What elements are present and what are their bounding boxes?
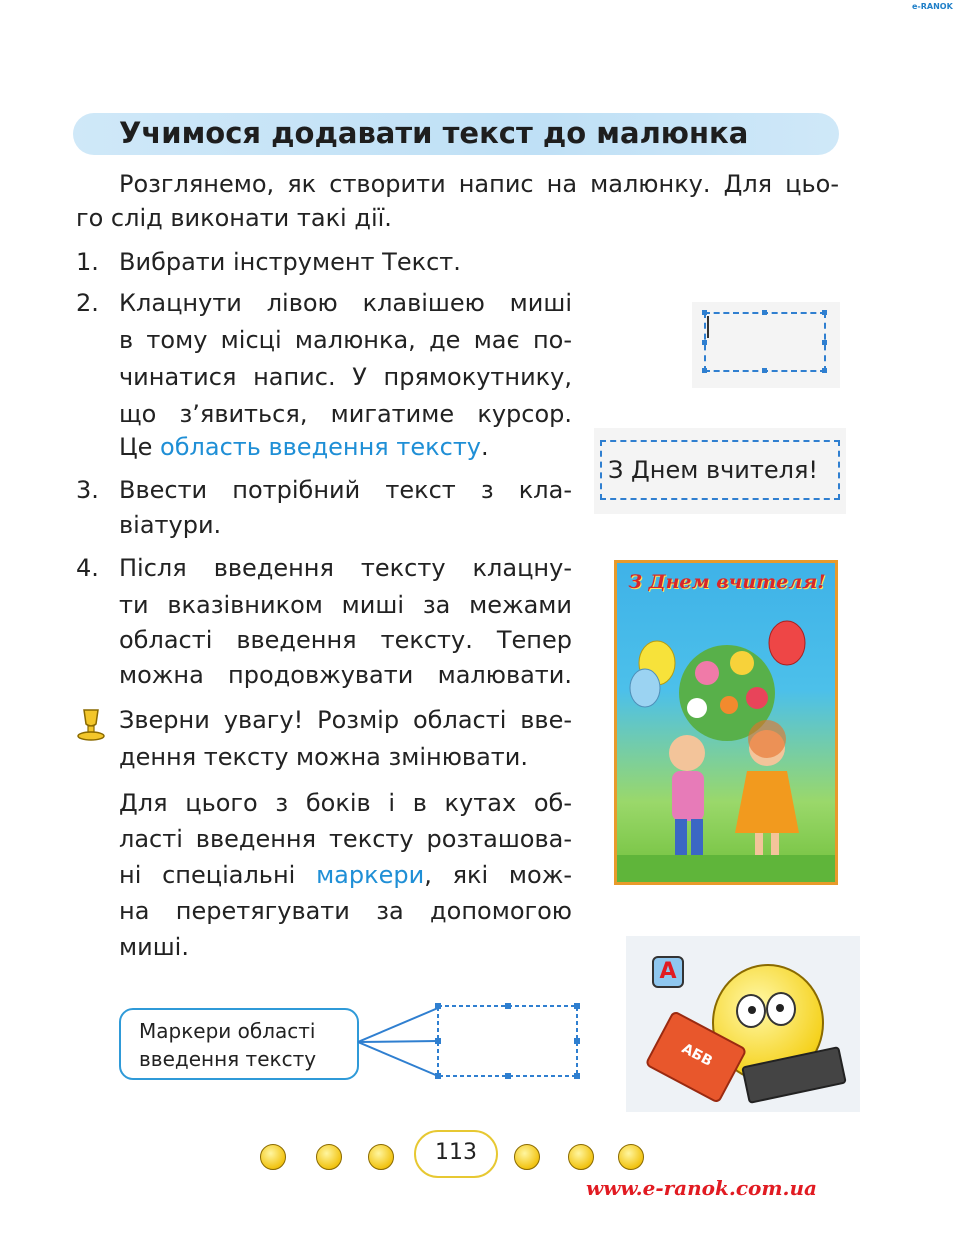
- para2-line-5: миші.: [119, 933, 189, 961]
- marker-handle: [702, 340, 707, 345]
- term-markers: маркери: [316, 861, 425, 889]
- footer-mascots-right: [506, 1138, 656, 1174]
- card-artwork: [617, 593, 835, 883]
- step-4-line-4: можна продовжувати малювати.: [119, 661, 572, 689]
- greeting-card-image: [614, 560, 838, 885]
- step-3-number: 3.: [76, 476, 99, 504]
- step-2-number: 2.: [76, 289, 99, 317]
- mascot-icon: [316, 1144, 342, 1170]
- tablet-icon: АБВ: [644, 1010, 747, 1104]
- step-2-line-3: чинатися напис. У прямокутнику,: [119, 363, 572, 391]
- footer-mascots-left: [256, 1138, 406, 1174]
- marker-handle: [574, 1003, 580, 1009]
- pointer-line: [358, 1041, 438, 1042]
- mascot-icon: [514, 1144, 540, 1170]
- marker-handle: [762, 368, 767, 373]
- mascot-keyboard-image: [626, 936, 860, 1112]
- intro-line-2: го слід виконати такі дії.: [76, 204, 392, 232]
- intro-line-1: Розглянемо, як створити напис на малюнку. Для цьо-: [119, 170, 839, 198]
- mascot-pupil: [776, 1004, 784, 1012]
- step-3-line-2: віатури.: [119, 511, 222, 539]
- step-2-line-1: Клацнути лівою клавішею миші: [119, 289, 572, 317]
- card-title: З Днем вчителя!: [628, 571, 826, 593]
- mascot-icon: [368, 1144, 394, 1170]
- marker-handle: [435, 1073, 441, 1079]
- marker-handle: [822, 340, 827, 345]
- step-2-line-4: що з’явиться, мигатиме курсор.: [119, 400, 572, 428]
- callout-line-1: Маркери області: [139, 1019, 316, 1043]
- marker-handle: [702, 310, 707, 315]
- sample-text: З Днем вчителя!: [608, 456, 819, 484]
- step-3-line-1: Ввести потрібний текст з кла-: [119, 476, 572, 504]
- step-1-number: 1.: [76, 248, 99, 276]
- markers-diagram: [358, 1000, 588, 1084]
- step-1-text: Вибрати інструмент Текст.: [119, 248, 461, 276]
- filled-text-area-illustration: [594, 428, 846, 514]
- marker-handle: [505, 1073, 511, 1079]
- marker-handle: [574, 1038, 580, 1044]
- mascot-icon: [568, 1144, 594, 1170]
- step-4-line-3: області введення тексту. Тепер: [119, 626, 572, 654]
- para2-line-4: на перетягувати за допомогою: [119, 897, 572, 925]
- text-area-frame: [438, 1006, 577, 1076]
- marker-handle: [435, 1038, 441, 1044]
- step-2-line-5-start: Це: [119, 433, 161, 461]
- note-line-2: дення тексту можна змінювати.: [119, 743, 528, 771]
- section-title: Учимося додавати текст до малюнка: [119, 116, 749, 150]
- empty-text-area-illustration: [692, 302, 840, 388]
- marker-handle: [822, 310, 827, 315]
- para2-line-3: [119, 857, 572, 894]
- marker-handle: [435, 1003, 441, 1009]
- mascot-pupil: [748, 1006, 756, 1014]
- marker-handle: [702, 368, 707, 373]
- para2-line-3-start: ні спеціальні: [119, 861, 317, 889]
- step-2-line-5-end: .: [481, 433, 489, 461]
- attention-icon: [74, 706, 108, 742]
- step-4-number: 4.: [76, 554, 99, 582]
- note-line-1: Зверни увагу! Розмір області вве-: [119, 706, 572, 734]
- publisher-url[interactable]: www.e-ranok.com.ua: [586, 1176, 817, 1200]
- marker-handle: [574, 1073, 580, 1079]
- step-4-line-2: ти вказівником миші за межами: [119, 591, 572, 619]
- step-2-line-5: [119, 429, 489, 466]
- marker-handle: [505, 1003, 511, 1009]
- marker-handle: [822, 368, 827, 373]
- step-2-line-2: в тому місці малюнка, де має по-: [119, 326, 572, 354]
- page-number: 113: [435, 1140, 477, 1165]
- step-4-line-1: Після введення тексту клацну-: [119, 554, 572, 582]
- pointer-line: [358, 1008, 438, 1042]
- para2-line-3-end: , які мож-: [424, 861, 572, 889]
- pointer-line: [358, 1042, 438, 1076]
- text-cursor: [707, 316, 709, 338]
- callout-line-2: введення тексту: [139, 1047, 317, 1071]
- marker-handle: [762, 310, 767, 315]
- publisher-logo: e-RANOK: [912, 2, 953, 11]
- term-text-area: область введення тексту: [160, 433, 481, 461]
- mascot-icon: [260, 1144, 286, 1170]
- para2-line-1: Для цього з боків і в кутах об-: [119, 789, 572, 817]
- mascot-icon: [618, 1144, 644, 1170]
- empty-text-area-frame: [704, 312, 826, 372]
- letter-key-icon: A: [652, 956, 684, 988]
- para2-line-2: ласті введення тексту розташова-: [119, 825, 572, 853]
